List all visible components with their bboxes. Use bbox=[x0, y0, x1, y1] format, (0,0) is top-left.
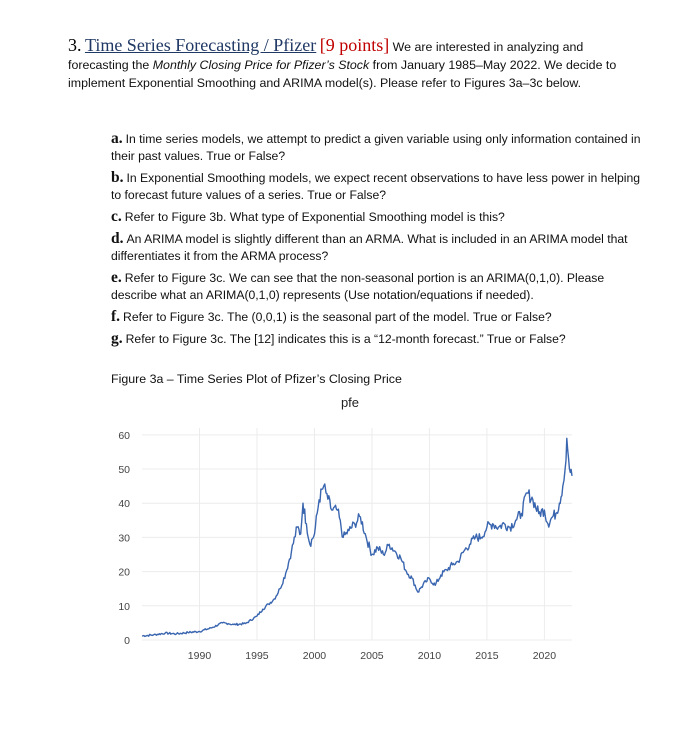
y-tick-label: 20 bbox=[118, 566, 130, 579]
subquestion-text: Refer to Figure 3c. We can see that the non-seasonal portion is an ARIMA(0,1,0). Please describe what an ARIMA(0,1,0) represents (Use notation/equations if needed). bbox=[111, 271, 605, 302]
subquestion-text: An ARIMA model is slightly different than an ARMA. What is included in an ARIMA model that differentiates it from the ARMA process? bbox=[111, 232, 628, 263]
x-axis-ticks bbox=[188, 650, 556, 662]
intro-text-part-a: We are interested in analyzing and forecasting the bbox=[68, 40, 584, 72]
subquestion-letter: a. bbox=[111, 130, 123, 147]
x-tick-label: 2020 bbox=[532, 650, 557, 662]
subquestion-letter: d. bbox=[111, 230, 124, 247]
subquestion-text: Refer to Figure 3c. The [12] indicates this is a “12-month forecast.” True or False? bbox=[125, 332, 566, 346]
y-tick-label: 60 bbox=[118, 429, 130, 442]
subquestion-c bbox=[111, 208, 651, 226]
x-tick-label: 2005 bbox=[360, 650, 384, 662]
subquestion-d bbox=[111, 230, 651, 265]
x-tick-label: 1995 bbox=[245, 650, 269, 662]
subquestion-text: In Exponential Smoothing models, we expect recent observations to have less power in helping to forecast future values of a series. True or False? bbox=[111, 171, 641, 202]
question-title: Time Series Forecasting / Pfizer bbox=[84, 35, 317, 55]
y-tick-label: 40 bbox=[118, 498, 130, 511]
intro-text-part-b: from January 1985–May 2022. We decide to implement Exponential Smoothing and ARIMA model(s). Please refer to Figures 3a–3c below. bbox=[68, 58, 617, 90]
subquestion-list bbox=[111, 130, 651, 352]
figure-caption: Figure 3a – Time Series Plot of Pfizer’s Closing Price bbox=[111, 372, 402, 386]
pfe-line-chart bbox=[110, 390, 590, 675]
subquestion-text: Refer to Figure 3b. What type of Exponential Smoothing model is this? bbox=[124, 210, 505, 224]
x-tick-label: 2015 bbox=[475, 650, 499, 662]
subquestion-text: Refer to Figure 3c. The (0,0,1) is the seasonal part of the model. True or False? bbox=[123, 310, 552, 324]
chart-grid bbox=[142, 428, 572, 640]
y-tick-label: 10 bbox=[118, 600, 130, 613]
subquestion-letter: c. bbox=[111, 208, 122, 225]
subquestion-text: In time series models, we attempt to predict a given variable using only information contained in their past values. True or False? bbox=[111, 132, 641, 163]
x-tick-label: 2000 bbox=[302, 650, 327, 662]
x-tick-label: 2010 bbox=[417, 650, 442, 662]
y-axis-ticks bbox=[118, 430, 130, 647]
subquestion-b bbox=[111, 169, 651, 204]
subquestion-e bbox=[111, 269, 651, 304]
subquestion-letter: b. bbox=[111, 169, 124, 186]
subquestion-letter: f. bbox=[111, 308, 121, 325]
x-tick-label: 1990 bbox=[187, 650, 212, 662]
question-heading bbox=[68, 36, 638, 92]
y-tick-label: 50 bbox=[118, 464, 130, 477]
y-tick-label: 0 bbox=[124, 635, 130, 647]
question-number: 3. bbox=[68, 35, 82, 55]
subquestion-letter: e. bbox=[111, 269, 122, 286]
y-tick-label: 30 bbox=[118, 532, 130, 545]
question-points: [9 points] bbox=[319, 35, 390, 55]
intro-text-italic: Monthly Closing Price for Pfizer’s Stock bbox=[152, 58, 370, 72]
subquestion-letter: g. bbox=[111, 330, 123, 347]
chart-title: pfe bbox=[340, 395, 360, 410]
subquestion-a bbox=[111, 130, 651, 165]
subquestion-f bbox=[111, 308, 651, 326]
subquestion-g bbox=[111, 330, 651, 348]
